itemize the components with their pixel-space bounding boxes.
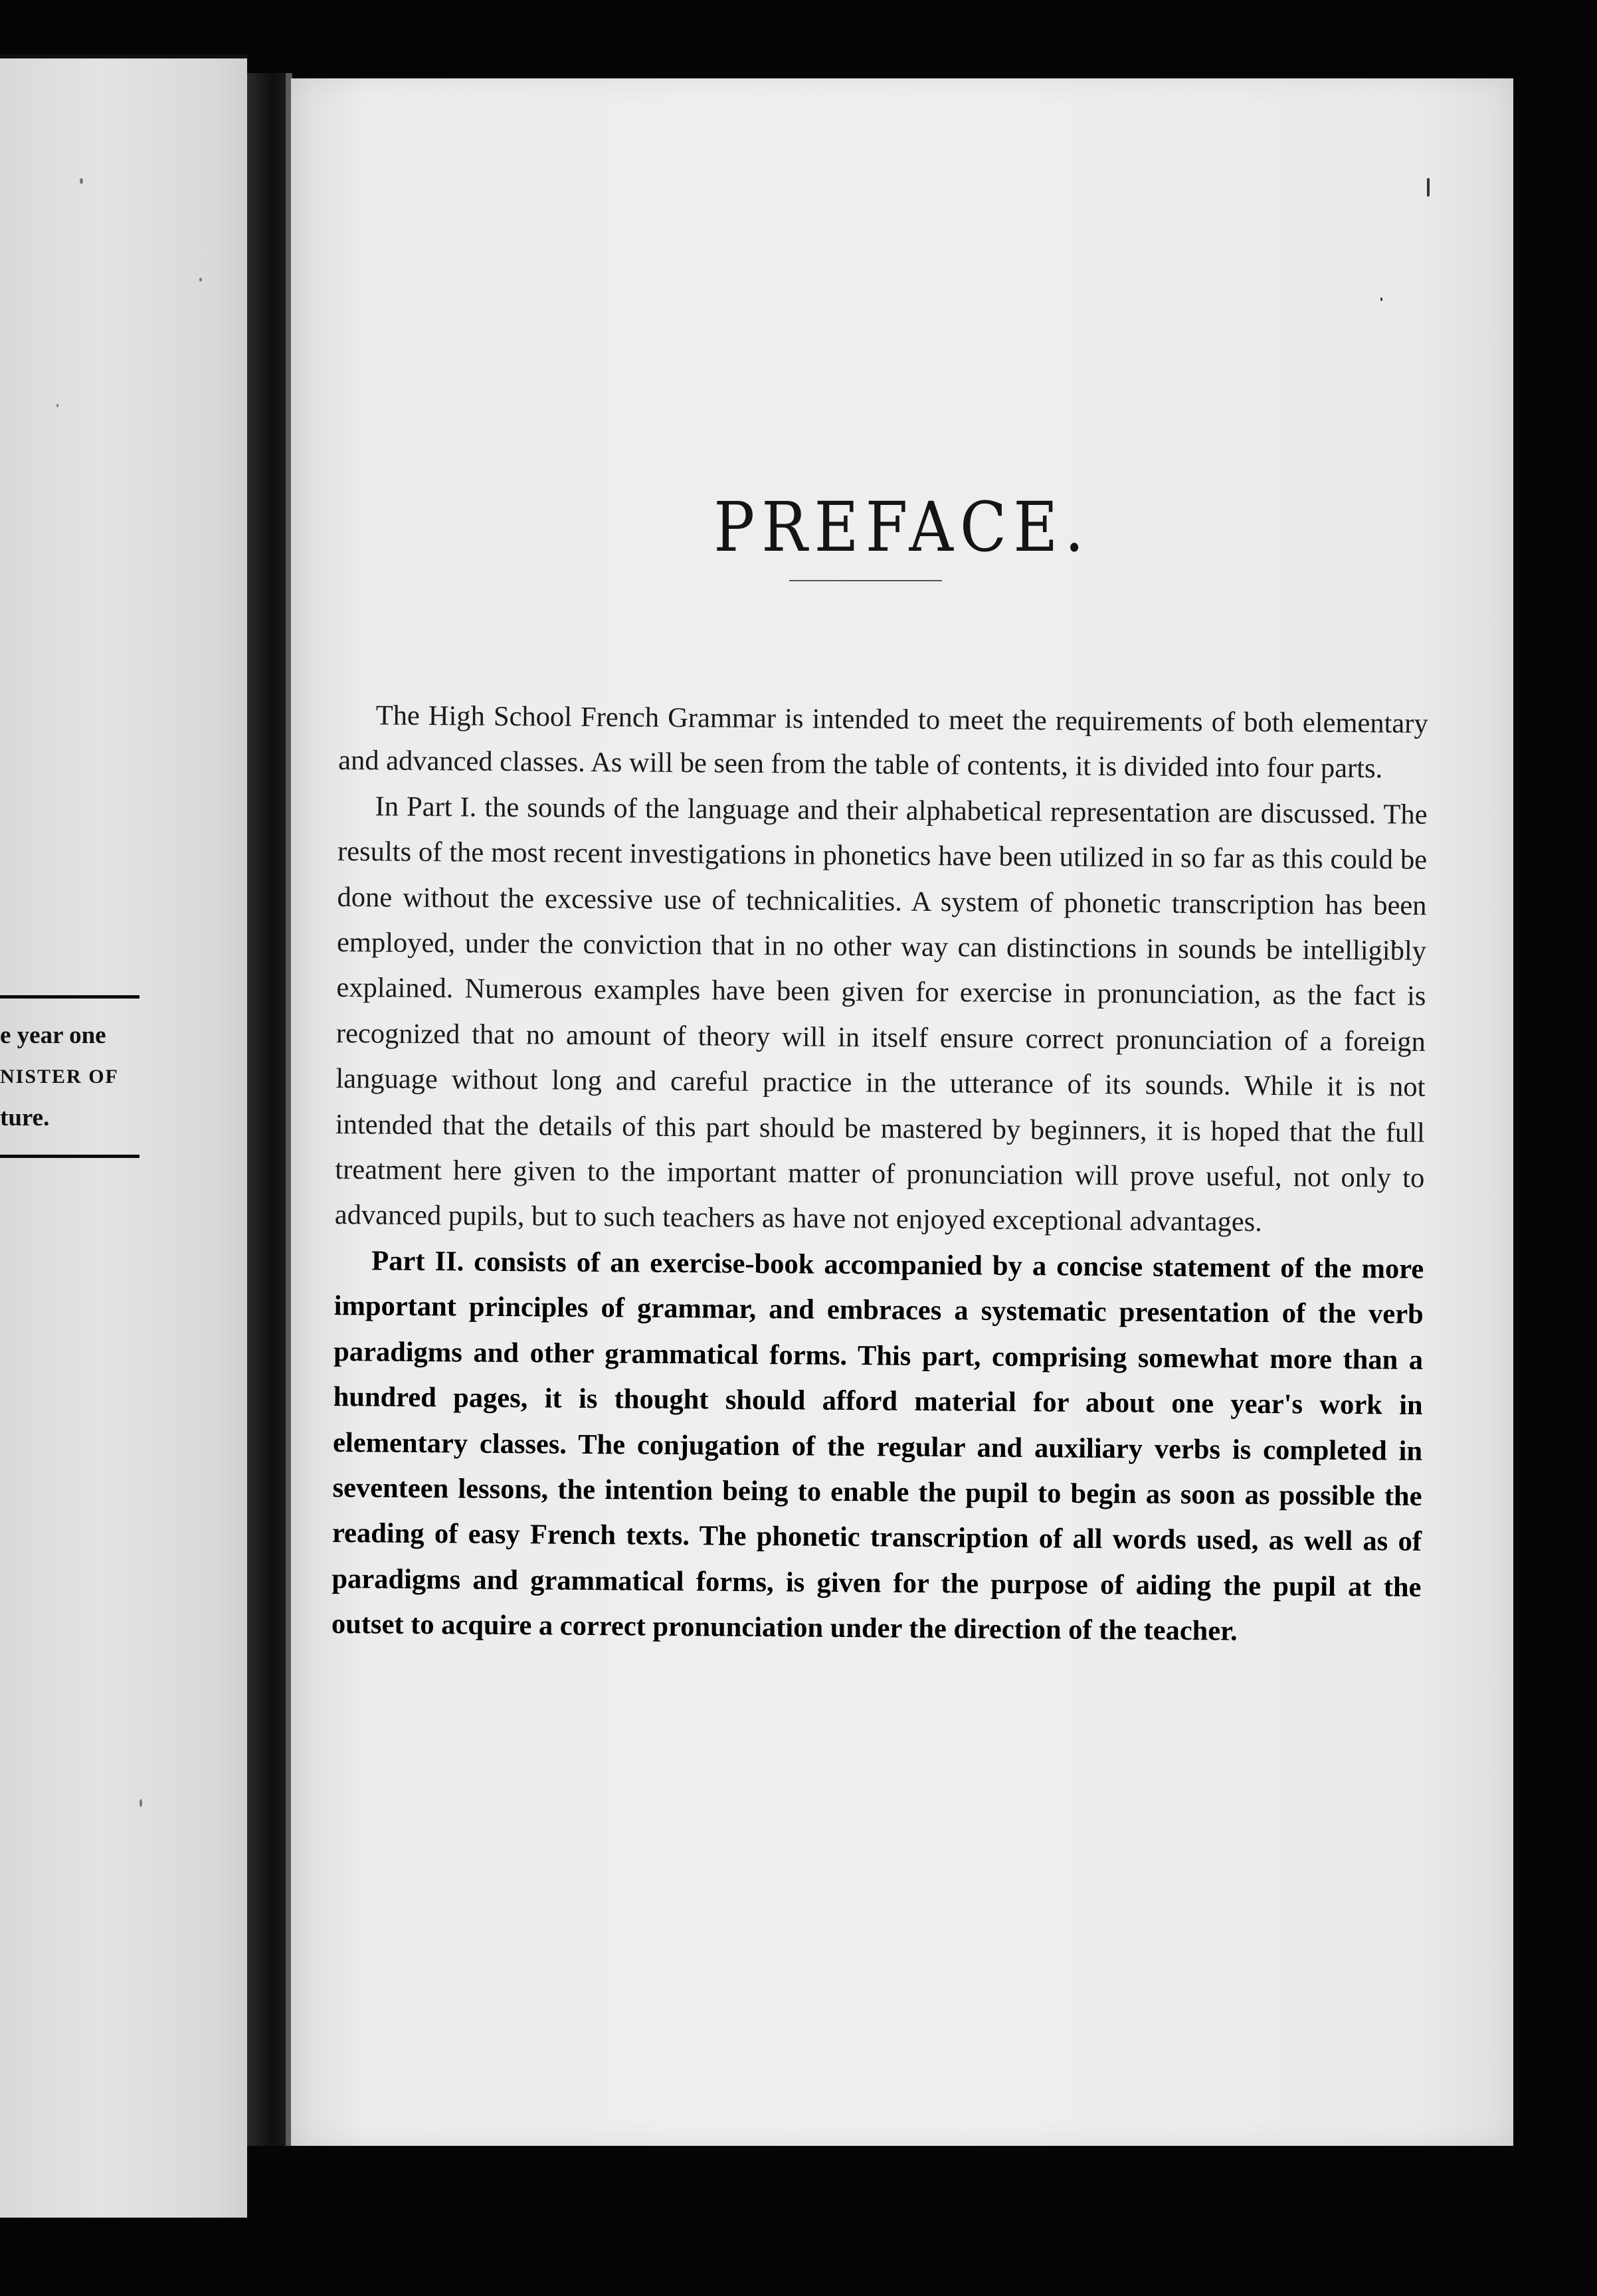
- margin-mark: [1380, 298, 1382, 301]
- paragraph: The High School French Grammar is intended to meet the requirements of both elementary and advanced classes. As will be seen from the table of contents, it is divided into four parts.: [338, 700, 1428, 785]
- paragraph: Part II. consists of an exercise-book accompanied by a concise statement of the more important principles of grammar, and embraces a systematic presentation of the verb paradigms and other grammatical forms. This part, comprising somewhat more than a hundred pages, it is thought should afford material for about one year's work in elementary classes. The conjugation of the regular and auxiliary verbs is completed in seventeen lessons, the intention being to enable the pupil to begin as soon as possible the reading of easy French texts. The phonetic transcription of all words used, as well as of paradigms and grammatical forms, is given for the purpose of aiding the pupil at the outset to acquire a correct pronunciation under the direction of the teacher.: [331, 1245, 1424, 1647]
- binding-gutter: [247, 73, 291, 2146]
- paper-speck: [80, 178, 83, 184]
- paper-speck: [140, 1799, 142, 1807]
- paper-speck: [199, 278, 202, 282]
- left-page-line: NISTER OF: [0, 1066, 119, 1088]
- preface-page: [291, 78, 1513, 2146]
- preface-body: [331, 693, 1428, 1656]
- left-page-line: ture.: [0, 1104, 50, 1131]
- left-page-rule-bottom: [0, 1155, 140, 1158]
- margin-mark: [1427, 178, 1430, 197]
- left-page-rule-top: [0, 995, 140, 999]
- paragraph: In Part I. the sounds of the language and their alphabetical representation are discussed. The results of the most recent investigations in phonetics have been utilized in so far as this could be done without the excessive use of technicalities. A system of phonetic transcription has been employed, under the conviction that in no other way can distinctions in sounds be intelligibly explained. Numerous examples have been given for exercise in pronunciation, as the fact is recognized that no amount of theory will in itself ensure correct pronunciation of a foreign language without long and careful practice in the utterance of its sounds. While it is not intended that the details of this part should be mastered by beginners, it is hoped that the full treatment here given to the important matter of pronunciation will prove useful, not only to advanced pupils, but to such teachers as have not enjoyed exceptional advantages.: [334, 791, 1428, 1238]
- title-rule: [789, 580, 942, 581]
- paper-speck: [56, 404, 58, 407]
- left-page-fragment: [0, 54, 247, 2218]
- left-page-line: e year one: [0, 1022, 106, 1049]
- left-page-text: [0, 1015, 159, 1139]
- page-title: PREFACE.: [713, 487, 1091, 567]
